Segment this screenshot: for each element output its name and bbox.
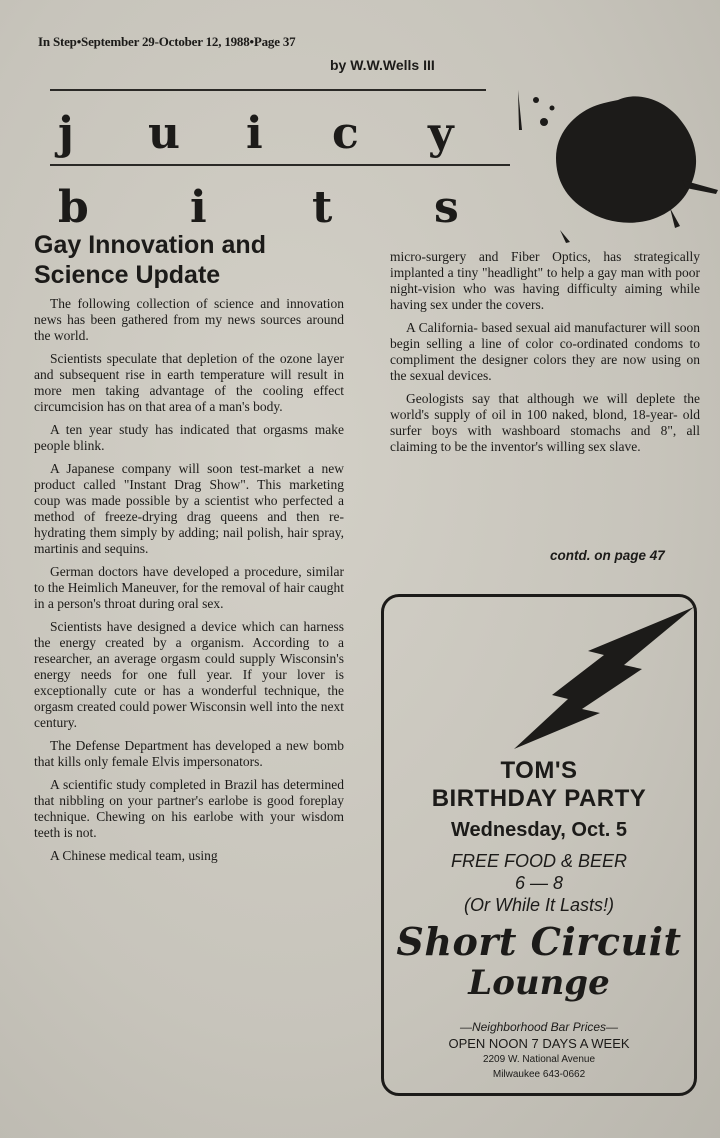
masthead-rule-top: [50, 89, 486, 91]
ink-splatter-graphic: [500, 30, 720, 260]
article-paragraph: A Japanese company will soon test-market a new product called "Instant Drag Show". This marketing coup was made possible by a scientist who perfected a method of freeze-drying drag queens and then re- hydrating them simply by adding; nail polish, hair spray, martinis and sequins.: [34, 461, 344, 556]
masthead-letter: s: [434, 182, 459, 233]
article-paragraph: A California- based sexual aid manufacturer will soon begin selling a line of color co-ordinated condoms to compliment the designer colors they are now using on the sexual devices.: [390, 320, 700, 383]
article-paragraph: micro-surgery and Fiber Optics, has strategically implanted a tiny "headlight" to help a gay man with poor night-vision who was having difficulty aiming while having sex under the covers.: [390, 249, 700, 312]
masthead-letter: i: [246, 108, 263, 159]
byline: by W.W.Wells III: [330, 57, 435, 73]
article-paragraph: German doctors have developed a procedure, similar to the Heimlich Maneuver, for the removal of hair caught in a person's throat during oral sex.: [34, 564, 344, 611]
ad-title: BIRTHDAY PARTY: [431, 785, 647, 812]
article-paragraph: A scientific study completed in Brazil has determined that nibbling on your partner's earlobe is good foreplay technique. Chewing on his earlobe with your wisdom teeth is not.: [34, 777, 344, 840]
article-paragraph: Scientists have designed a device which can harness the energy created by a organism. According to a researcher, an average orgasm could supply Wisconsin's energy needs for one full year. If your lover is exceptionally cute or has a wonderful technique, the orgasm created could power Wisconsin well into the next century.: [34, 619, 344, 730]
ad-hours: OPEN NOON 7 DAYS A WEEK: [448, 1036, 630, 1051]
ad-time: 6 — 8: [514, 873, 564, 893]
masthead-letter: y: [428, 108, 454, 159]
ad-prices: —Neighborhood Bar Prices—: [459, 1020, 619, 1034]
article-paragraph: The following collection of science and innovation news has been gathered from my news sources around the world.: [34, 296, 344, 343]
page-folio: In Step•September 29-October 12, 1988•Page 37: [38, 34, 296, 49]
masthead-letter: b: [58, 182, 89, 233]
venue-name: Lounge: [468, 963, 610, 1003]
article-paragraph: A Chinese medical team, using: [50, 848, 218, 863]
venue-name: Short Circuit: [396, 919, 682, 964]
article-paragraph: The Defense Department has developed a new bomb that kills only female Elvis impersonators.: [34, 738, 344, 769]
ad-phone: Milwaukee 643-0662: [492, 1069, 586, 1080]
headline-line: Science Update: [34, 261, 221, 289]
article-paragraph: Geologists say that although we will deplete the world's supply of oil in 100 naked, blond, 18-year- old surfer boys with washboard stomachs and 8", all claiming to be the inventor's willing sex slave.: [390, 391, 700, 454]
headline-line: Gay Innovation and: [34, 231, 266, 259]
continued-notice: contd. on page 47: [550, 548, 665, 563]
masthead-letter: i: [190, 182, 207, 233]
article-column-right: [390, 249, 700, 462]
masthead-letter: j: [58, 108, 74, 159]
article-column-left: [34, 296, 344, 871]
ad-title: TOM'S: [500, 757, 578, 784]
advertisement-box: [381, 594, 697, 1096]
ad-note: (Or While It Lasts!): [463, 895, 615, 915]
ad-date: Wednesday, Oct. 5: [451, 819, 627, 841]
article-paragraph: A ten year study has indicated that orgasms make people blink.: [34, 422, 344, 453]
masthead-rule-middle: [50, 164, 510, 166]
masthead-letter: u: [148, 108, 180, 159]
ad-offer: FREE FOOD & BEER: [450, 851, 628, 871]
masthead-letter: t: [312, 182, 333, 233]
lightning-bolt-icon: [504, 603, 704, 753]
masthead-letter: c: [332, 108, 359, 159]
article-headline: [34, 230, 374, 290]
ad-address: 2209 W. National Avenue: [482, 1054, 596, 1065]
article-paragraph: Scientists speculate that depletion of the ozone layer and subsequent rise in earth temperature will result in more men taking advantage of the cooling effect circumcision has on that area of a man's body.: [34, 351, 344, 414]
